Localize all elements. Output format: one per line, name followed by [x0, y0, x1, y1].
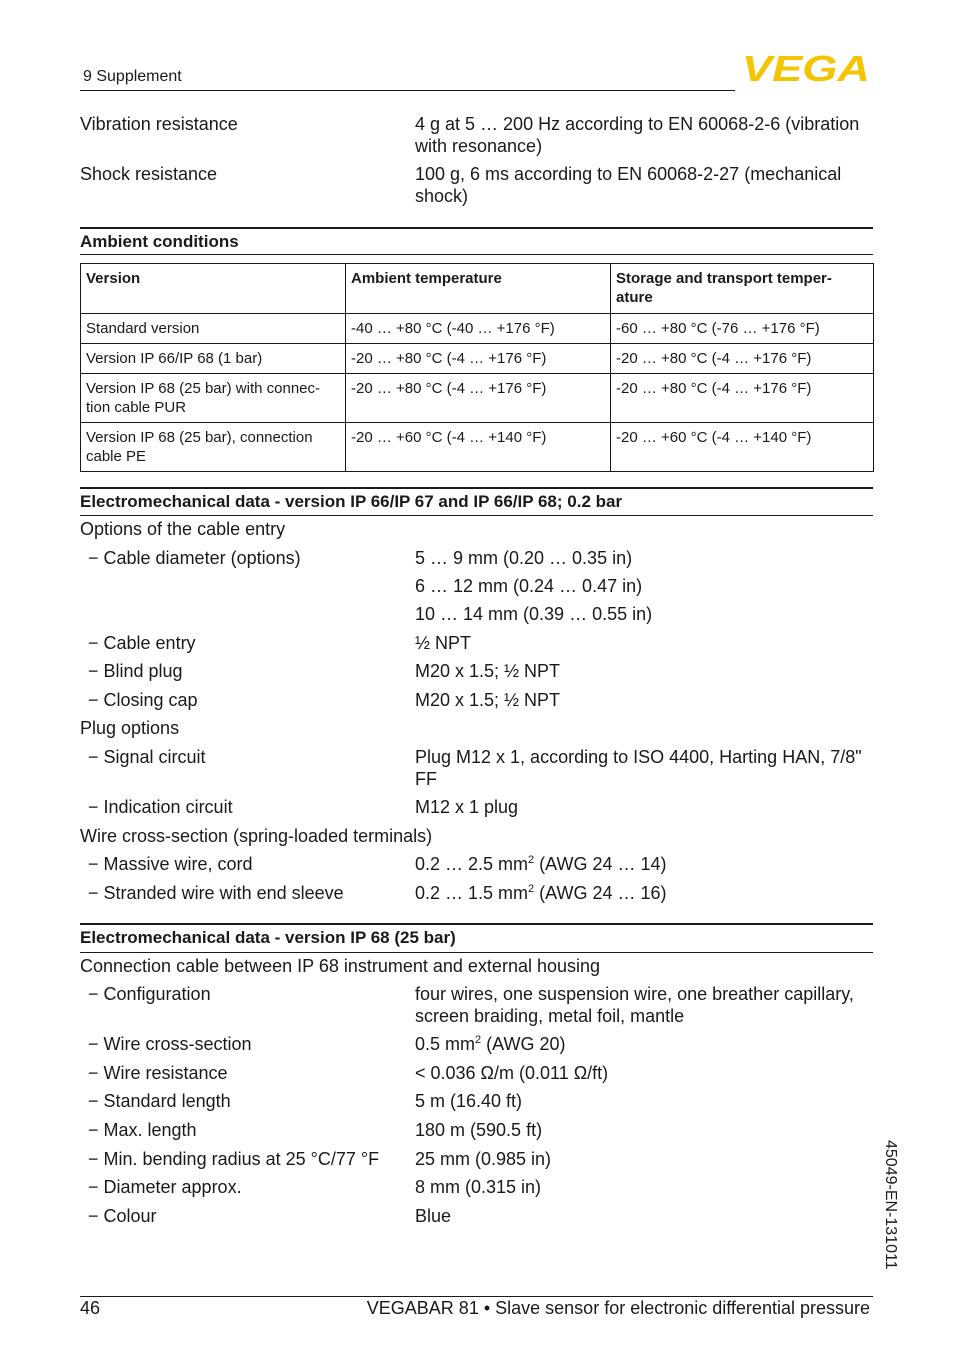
massive-wire-label: − Massive wire, cord: [88, 854, 253, 874]
table-row: [81, 374, 874, 423]
ambient-heading-rule: [80, 254, 873, 255]
electro1-heading-rule: [80, 515, 873, 516]
document-code: [878, 1140, 904, 1280]
signal-circuit-label: − Signal circuit: [88, 747, 206, 767]
ambient-table: [80, 263, 874, 472]
massive-wire-value: 0.2 … 2.5 $mm^2$ (AWG 24 … 14): [415, 854, 667, 874]
cable-entry-label: − Cable entry: [88, 633, 196, 653]
colour-label: − Colour: [88, 1206, 157, 1226]
table-cell: Version IP 66/IP 68 (1 bar): [81, 344, 346, 374]
vibration-value: 4 g at 5 … 200 Hz according to EN 60068-2-6 (vibration with resonance): [415, 114, 860, 156]
configuration-value: four wires, one suspension wire, one breather capillary, screen braiding, metal foil, mantle: [415, 984, 854, 1026]
standard-length-label: − Standard length: [88, 1091, 231, 1111]
vega-logo: [740, 52, 872, 84]
indication-circuit-value: M12 x 1 plug: [415, 797, 519, 817]
blind-plug-label: − Blind plug: [88, 661, 183, 681]
max-length-value: 180 m (590.5 ft): [415, 1120, 543, 1140]
closing-cap-value: M20 x 1.5; ½ NPT: [415, 690, 561, 710]
document-title: VEGABAR 81 • Slave sensor for electronic differential pressure: [366, 1298, 870, 1318]
plug-options-title: Plug options: [80, 718, 180, 738]
connection-cable-intro: Connection cable between IP 68 instrument and external housing: [80, 956, 601, 976]
electro1-top-rule: [80, 487, 873, 489]
col-ambient-temp: Ambient temperature: [346, 264, 611, 314]
cable-diameter-value-1: 5 … 9 mm (0.20 … 0.35 in): [415, 548, 633, 568]
ambient-top-rule: [80, 227, 873, 229]
bending-radius-value: 25 mm (0.985 in): [415, 1149, 552, 1169]
table-cell: -20 … +80 °C (-4 … +176 °F): [346, 374, 611, 423]
max-length-label: − Max. length: [88, 1120, 197, 1140]
electro2-heading: Electromechanical data - version IP 68 (25 bar): [80, 928, 456, 947]
svg-text:VEGA: VEGA: [742, 52, 870, 84]
stranded-wire-label: − Stranded wire with end sleeve: [88, 883, 344, 903]
bending-radius-label: − Min. bending radius at 25 °C/77 °F: [88, 1149, 380, 1169]
table-row: [81, 314, 874, 344]
cable-diameter-label: − Cable diameter (options): [88, 548, 301, 568]
electro1-heading: Electromechanical data - version IP 66/IP 67 and IP 66/IP 68; 0.2 bar: [80, 492, 623, 511]
wire-section-title: Wire cross-section (spring-loaded terminals): [80, 826, 433, 846]
cable-entry-title: Options of the cable entry: [80, 519, 286, 539]
ambient-heading: Ambient conditions: [80, 232, 239, 251]
page-number: 46: [80, 1298, 101, 1318]
table-cell: Version IP 68 (25 bar), connection cable PE: [81, 423, 346, 472]
cable-entry-value: ½ NPT: [415, 633, 472, 653]
footer-divider: [80, 1296, 873, 1297]
cable-diameter-value-3: 10 … 14 mm (0.39 … 0.55 in): [415, 604, 653, 624]
wire-cross-section-value: 0.5 $mm^2$ (AWG 20): [415, 1034, 566, 1054]
signal-circuit-value: Plug M12 x 1, according to ISO 4400, Harting HAN, 7/8" FF: [415, 747, 862, 789]
table-header-row: [81, 264, 874, 314]
col-storage-temp: Storage and transport temper-ature: [611, 264, 874, 314]
wire-resistance-value: < 0.036 Ω/m (0.011 Ω/ft): [415, 1063, 609, 1083]
shock-value: 100 g, 6 ms according to EN 60068-2-27 (mechanical shock): [415, 164, 842, 206]
stranded-wire-value: 0.2 … 1.5 $mm^2$ (AWG 24 … 16): [415, 883, 667, 903]
header-divider: [80, 90, 735, 91]
wire-cross-section-label: − Wire cross-section: [88, 1034, 252, 1054]
table-cell: -20 … +80 °C (-4 … +176 °F): [611, 374, 874, 423]
table-cell: Version IP 68 (25 bar) with connec-tion cable PUR: [81, 374, 346, 423]
standard-length-value: 5 m (16.40 ft): [415, 1091, 523, 1111]
vibration-label: Vibration resistance: [80, 114, 238, 134]
indication-circuit-label: − Indication circuit: [88, 797, 233, 817]
diameter-label: − Diameter approx.: [88, 1177, 242, 1197]
svg-text:45049-EN-131011: 45049-EN-131011: [882, 1140, 899, 1270]
cable-diameter-value-2: 6 … 12 mm (0.24 … 0.47 in): [415, 576, 643, 596]
electro2-top-rule: [80, 923, 873, 925]
table-cell: -20 … +80 °C (-4 … +176 °F): [346, 344, 611, 374]
table-cell: -20 … +80 °C (-4 … +176 °F): [611, 344, 874, 374]
diameter-value: 8 mm (0.315 in): [415, 1177, 542, 1197]
electro2-heading-rule: [80, 952, 873, 953]
table-cell: -20 … +60 °C (-4 … +140 °F): [346, 423, 611, 472]
table-row: [81, 344, 874, 374]
colour-value: Blue: [415, 1206, 452, 1226]
blind-plug-value: M20 x 1.5; ½ NPT: [415, 661, 561, 681]
wire-resistance-label: − Wire resistance: [88, 1063, 228, 1083]
closing-cap-label: − Closing cap: [88, 690, 198, 710]
col-version: Version: [81, 264, 346, 314]
table-cell: -20 … +60 °C (-4 … +140 °F): [611, 423, 874, 472]
configuration-label: − Configuration: [88, 984, 211, 1004]
table-cell: -60 … +80 °C (-76 … +176 °F): [611, 314, 874, 344]
table-row: [81, 423, 874, 472]
table-cell: -40 … +80 °C (-40 … +176 °F): [346, 314, 611, 344]
table-cell: Standard version: [81, 314, 346, 344]
section-label: 9 Supplement: [83, 68, 182, 85]
shock-label: Shock resistance: [80, 164, 218, 184]
